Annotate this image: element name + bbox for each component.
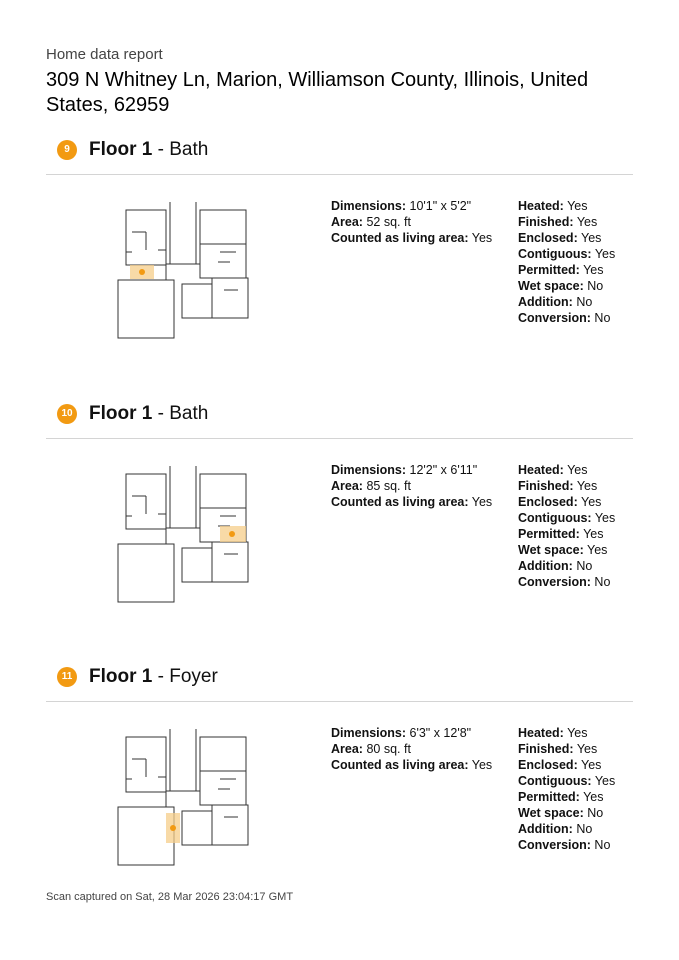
- attribute-row: [518, 510, 615, 526]
- detail-key: Counted as living area:: [331, 758, 469, 772]
- attribute-key: Heated:: [518, 726, 564, 740]
- attribute-value: Yes: [576, 742, 598, 756]
- attribute-value: Yes: [587, 543, 608, 557]
- floor-plan-image: [112, 192, 262, 342]
- attribute-value: Yes: [576, 215, 598, 229]
- room-attributes: [518, 198, 615, 326]
- room-attributes: [518, 462, 615, 590]
- detail-row: [331, 462, 492, 478]
- room-name: Bath: [169, 139, 209, 160]
- attribute-row: [518, 230, 615, 246]
- attribute-key: Contiguous:: [518, 774, 592, 788]
- attribute-key: Permitted:: [518, 527, 580, 541]
- attribute-row: [518, 262, 615, 278]
- room-number-badge: 11: [57, 667, 77, 687]
- attribute-row: [518, 246, 615, 262]
- detail-value: 85 sq. ft: [366, 479, 411, 493]
- attribute-key: Contiguous:: [518, 247, 592, 261]
- attribute-value: No: [576, 295, 593, 309]
- attribute-row: [518, 494, 615, 510]
- attribute-row: [518, 310, 615, 326]
- floor-plan-image: [112, 719, 262, 869]
- attribute-value: Yes: [583, 527, 604, 541]
- detail-value: Yes: [471, 231, 493, 245]
- attribute-value: Yes: [567, 726, 588, 740]
- room-details: [331, 725, 492, 773]
- attribute-row: [518, 526, 615, 542]
- room-title: [89, 402, 208, 426]
- attribute-key: Finished:: [518, 742, 574, 756]
- scan-timestamp: Scan captured on Sat, 28 Mar 2026 23:04:17 GMT: [46, 891, 294, 903]
- attribute-value: Yes: [576, 479, 598, 493]
- section-header: [46, 138, 633, 164]
- floor-plan-drawing: [112, 456, 262, 606]
- attribute-row: [518, 789, 615, 805]
- room-number-badge: 9: [57, 140, 77, 160]
- attribute-key: Wet space:: [518, 543, 584, 557]
- detail-key: Dimensions:: [331, 199, 407, 213]
- attribute-row: [518, 278, 615, 294]
- floor-label: Floor 1: [89, 666, 153, 687]
- floor-label: Floor 1: [89, 403, 153, 424]
- attribute-value: Yes: [583, 790, 604, 804]
- report-label: Home data report: [46, 46, 163, 63]
- attribute-key: Enclosed:: [518, 231, 578, 245]
- detail-value: 12'2" x 6'11": [409, 463, 478, 477]
- floor-plan-image: [112, 456, 262, 606]
- attribute-key: Contiguous:: [518, 511, 592, 525]
- detail-key: Counted as living area:: [331, 231, 469, 245]
- attribute-row: [518, 725, 615, 741]
- room-attributes: [518, 725, 615, 853]
- detail-value: 52 sq. ft: [366, 215, 411, 229]
- attribute-value: Yes: [594, 247, 616, 261]
- attribute-key: Permitted:: [518, 790, 580, 804]
- detail-row: [331, 230, 492, 246]
- attribute-value: Yes: [594, 774, 616, 788]
- detail-row: [331, 494, 492, 510]
- attribute-value: No: [587, 279, 604, 293]
- room-name: Foyer: [169, 666, 218, 687]
- detail-key: Area:: [331, 479, 363, 493]
- attribute-row: [518, 574, 615, 590]
- attribute-value: No: [576, 559, 593, 573]
- attribute-row: [518, 462, 615, 478]
- detail-value: Yes: [471, 495, 493, 509]
- attribute-key: Heated:: [518, 199, 564, 213]
- attribute-key: Heated:: [518, 463, 564, 477]
- attribute-key: Permitted:: [518, 263, 580, 277]
- section-header: [46, 665, 633, 691]
- room-section: [46, 665, 633, 929]
- attribute-row: [518, 478, 615, 494]
- section-divider: [46, 174, 633, 175]
- detail-value: Yes: [471, 758, 493, 772]
- title-separator: -: [152, 139, 170, 160]
- attribute-key: Conversion:: [518, 838, 591, 852]
- attribute-row: [518, 558, 615, 574]
- detail-key: Dimensions:: [331, 726, 407, 740]
- title-separator: -: [152, 403, 170, 424]
- attribute-row: [518, 542, 615, 558]
- attribute-value: No: [594, 838, 611, 852]
- attribute-key: Addition:: [518, 559, 573, 573]
- detail-row: [331, 478, 492, 494]
- detail-key: Dimensions:: [331, 463, 407, 477]
- attribute-value: Yes: [581, 231, 602, 245]
- attribute-row: [518, 741, 615, 757]
- floor-plan-drawing: [112, 192, 262, 342]
- attribute-key: Wet space:: [518, 279, 584, 293]
- attribute-key: Conversion:: [518, 311, 591, 325]
- detail-value: 80 sq. ft: [366, 742, 411, 756]
- attribute-row: [518, 773, 615, 789]
- detail-key: Counted as living area:: [331, 495, 469, 509]
- section-header: [46, 402, 633, 428]
- detail-row: [331, 757, 492, 773]
- floor-plan-drawing: [112, 719, 262, 869]
- room-title: [89, 665, 218, 689]
- attribute-value: Yes: [594, 511, 616, 525]
- room-name: Bath: [169, 403, 209, 424]
- floor-label: Floor 1: [89, 139, 153, 160]
- detail-row: [331, 214, 492, 230]
- room-details: [331, 198, 492, 246]
- attribute-value: Yes: [583, 263, 604, 277]
- attribute-key: Conversion:: [518, 575, 591, 589]
- room-section: [46, 402, 633, 666]
- attribute-value: Yes: [567, 199, 588, 213]
- attribute-value: Yes: [581, 495, 602, 509]
- section-divider: [46, 701, 633, 702]
- attribute-key: Wet space:: [518, 806, 584, 820]
- attribute-value: Yes: [581, 758, 602, 772]
- attribute-row: [518, 214, 615, 230]
- attribute-key: Enclosed:: [518, 758, 578, 772]
- attribute-value: Yes: [567, 463, 588, 477]
- attribute-key: Enclosed:: [518, 495, 578, 509]
- detail-row: [331, 198, 492, 214]
- section-divider: [46, 438, 633, 439]
- attribute-row: [518, 757, 615, 773]
- room-details: [331, 462, 492, 510]
- room-number-badge: 10: [57, 404, 77, 424]
- attribute-row: [518, 294, 615, 310]
- detail-key: Area:: [331, 215, 363, 229]
- attribute-row: [518, 805, 615, 821]
- detail-row: [331, 725, 492, 741]
- attribute-key: Finished:: [518, 215, 574, 229]
- detail-row: [331, 741, 492, 757]
- attribute-row: [518, 821, 615, 837]
- attribute-key: Addition:: [518, 295, 573, 309]
- room-title: [89, 138, 208, 162]
- attribute-row: [518, 837, 615, 853]
- attribute-value: No: [594, 575, 611, 589]
- attribute-value: No: [576, 822, 593, 836]
- attribute-key: Finished:: [518, 479, 574, 493]
- attribute-value: No: [587, 806, 604, 820]
- detail-value: 10'1" x 5'2": [409, 199, 472, 213]
- attribute-row: [518, 198, 615, 214]
- attribute-value: No: [594, 311, 611, 325]
- property-address: 309 N Whitney Ln, Marion, Williamson County, Illinois, United States, 62959: [46, 69, 589, 116]
- room-section: [46, 138, 633, 402]
- title-separator: -: [152, 666, 170, 687]
- detail-key: Area:: [331, 742, 363, 756]
- attribute-key: Addition:: [518, 822, 573, 836]
- detail-value: 6'3" x 12'8": [409, 726, 472, 740]
